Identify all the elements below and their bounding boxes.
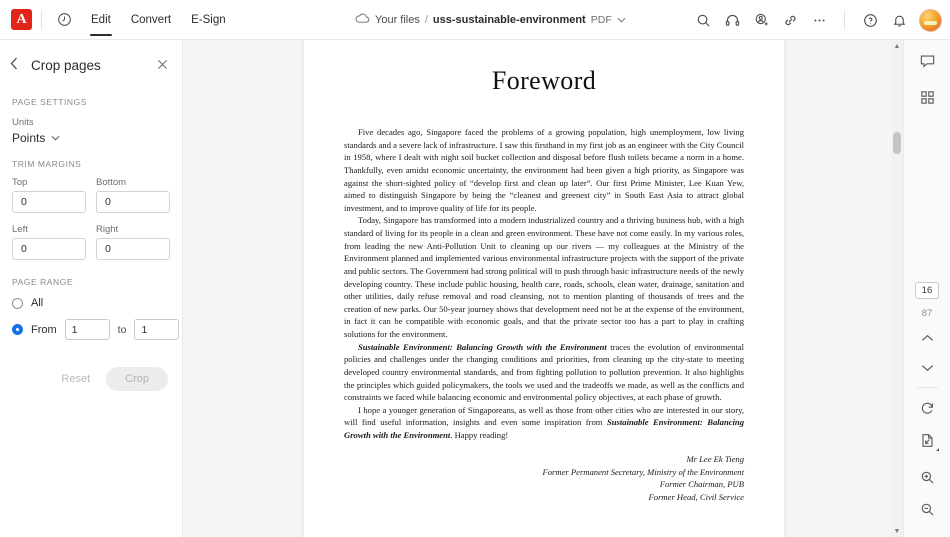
rail-divider	[917, 387, 938, 388]
page-thumbnails-icon[interactable]	[914, 84, 940, 110]
units-select[interactable]	[0, 131, 182, 145]
radio-from[interactable]	[12, 324, 23, 335]
margin-bottom-input[interactable]	[96, 191, 170, 213]
page-settings-label: PAGE SETTINGS	[12, 97, 88, 107]
breadcrumb-extension: PDF	[590, 14, 612, 26]
paragraph-2: Today, Singapore has transformed into a modern industrialized country and a thriving business hub, with a high standard of living for its people in a clean and green environment. These have not come easily. In my various roles, from leading the new Anti-Pollution Unit to cleaning up our rivers — my colleagues at the Ministry of the Environment planned and implemented various environmental infrastructure projects with the support of the private and public sectors. The Government had strong political will to push through basic infrastructure needs of the newly developing country. These include public housing, health care, roads, schools, clean water, drainage, sanitation and other utilities, daily refuse removal and road cleansing, not to mention planting of thousands of trees and the creation of new parks. Our 50-year journey shows that development need not be at the expense of the environment, in fact it can be compatible with economic goals, and that the private sector too has a part to play in crafting solutions for the environment.	[344, 215, 744, 339]
panel-actions	[0, 367, 182, 391]
trim-margins-label: TRIM MARGINS	[12, 159, 82, 169]
help-icon[interactable]	[857, 7, 883, 33]
reset-button[interactable]: Reset	[51, 367, 100, 391]
crop-pages-panel	[0, 40, 183, 537]
fit-page-icon[interactable]	[914, 427, 940, 453]
more-options-icon[interactable]	[806, 7, 832, 33]
headphones-icon[interactable]	[719, 7, 745, 33]
signature-role-4-clipped	[344, 504, 744, 509]
breadcrumb	[355, 0, 626, 40]
paragraph-4-post: . Happy reading!	[450, 430, 509, 440]
panel-title: Crop pages	[31, 57, 101, 73]
toolbar-divider	[41, 11, 42, 29]
chevron-down-icon[interactable]	[617, 15, 626, 25]
scroll-down-arrow[interactable]: ▼	[893, 527, 901, 535]
breadcrumb-root[interactable]: Your files	[375, 14, 420, 26]
paragraph-3-book-title: Sustainable Environment: Balancing Growth with the Environment	[358, 341, 607, 352]
tab-edit[interactable]: Edit	[81, 0, 121, 40]
radio-all[interactable]	[12, 298, 23, 309]
avatar[interactable]	[919, 9, 942, 32]
pdf-page	[304, 40, 784, 537]
paragraph-4	[344, 404, 744, 442]
from-page-input[interactable]	[65, 319, 110, 340]
panel-header	[0, 47, 182, 83]
signature-role-3: Former Head, Civil Service	[648, 492, 744, 503]
previous-page-button[interactable]	[914, 325, 940, 351]
units-value: Points	[12, 131, 46, 145]
scroll-up-arrow[interactable]: ▲	[893, 42, 901, 50]
to-page-input[interactable]	[134, 319, 179, 340]
paragraph-3	[344, 341, 744, 404]
crop-button[interactable]: Crop	[106, 367, 168, 391]
margin-left-input[interactable]	[12, 238, 86, 260]
margin-right-input[interactable]	[96, 238, 170, 260]
units-label: Units	[12, 117, 34, 128]
history-icon[interactable]	[51, 7, 77, 33]
margins-row-bottom	[0, 224, 182, 260]
margin-top-label: Top	[12, 177, 28, 188]
document-viewport[interactable]	[183, 40, 903, 537]
tools-divider	[844, 11, 845, 29]
page-range-label: PAGE RANGE	[12, 277, 74, 287]
cloud-icon	[355, 13, 370, 27]
right-toolbar	[903, 40, 950, 537]
margins-row-top	[0, 177, 182, 213]
total-pages-label: 87	[921, 308, 933, 319]
margin-right-label: Right	[96, 224, 119, 235]
from-label: From	[31, 323, 57, 336]
zoom-in-icon[interactable]	[914, 464, 940, 490]
rotate-icon[interactable]	[914, 395, 940, 421]
paragraph-4-pre: I hope a younger generation of Singaporeans, as well as those from other cities who are interested in our story, will find useful information, insights and even some inspiration from	[344, 404, 744, 428]
menu-tabs	[81, 0, 236, 40]
to-label: to	[117, 323, 127, 336]
tab-esign[interactable]: E-Sign	[191, 13, 226, 26]
link-icon[interactable]	[777, 7, 803, 33]
top-toolbar	[0, 0, 950, 40]
paragraph-3-text: traces the evolution of environmental policies and challenges under the changing conditions and priorities, from cleaning up the city-state to meeting developed country environmental standards, and from fighting pollution to pollution prevention. It also highlights the principles which guided policymakers, the tools we used and the tradeoffs we made, as well as the conflicts and constraints we faced while balancing economic and environmental policy objectives, at each phase of growth.	[344, 341, 744, 403]
chevron-down-icon	[51, 133, 60, 143]
signature-role-1: Former Permanent Secretary, Ministry of the Environment	[542, 466, 744, 477]
acrobat-logo[interactable]: A	[11, 9, 32, 30]
next-page-button[interactable]	[914, 354, 940, 380]
zoom-out-icon[interactable]	[914, 496, 940, 522]
current-page-input[interactable]: 16	[915, 282, 939, 299]
paragraph-4-book-title: Sustainable Environment: Balancing Growth with the Environment	[344, 417, 744, 440]
signature-name: Mr Lee Ek Tieng	[686, 453, 744, 464]
page-navigation	[904, 282, 950, 380]
margin-left-label: Left	[12, 224, 28, 235]
top-right-tools	[690, 0, 942, 40]
signature-role-2: Former Chairman, PUB	[659, 479, 744, 490]
document-title: Foreword	[491, 66, 597, 95]
signature-block	[344, 453, 744, 510]
close-icon[interactable]	[153, 56, 172, 75]
margin-top-input[interactable]	[12, 191, 86, 213]
margin-bottom-label: Bottom	[96, 177, 127, 188]
scrollbar-thumb[interactable]	[893, 132, 901, 154]
comment-icon[interactable]	[914, 48, 940, 74]
fit-page-expand-arrow	[936, 448, 939, 451]
back-chevron-icon[interactable]	[10, 57, 26, 73]
notifications-icon[interactable]	[886, 7, 912, 33]
paragraph-1: Five decades ago, Singapore faced the problems of a growing population, high unemployment, low living standards and a severe lack of infrastructure. I saw this firsthand in my first job as an engineer with the City Council in 1958, where I dealt with night soil bucket collection and disposal before flush toilets became a norm in a home. Thankfully, even amidst economic uncertainty, the environment had been given a high priority, as Singapore was against the short-sighted policy of “develop first and clean up later”. Our first Prime Minister, Lee Kuan Yew, aimed to distinguish Singapore by being the “cleanest and greenest city” in South East Asia to attract global investment, and to improve quality of life for its people.	[344, 127, 744, 213]
page-range-from-option[interactable]	[0, 319, 182, 340]
breadcrumb-filename[interactable]: uss-sustainable-environment	[432, 14, 586, 26]
search-icon[interactable]	[690, 7, 716, 33]
page-range-all-option[interactable]	[0, 297, 182, 309]
tab-convert[interactable]: Convert	[130, 13, 172, 26]
breadcrumb-separator: /	[424, 14, 428, 26]
radio-all-label: All	[31, 297, 44, 309]
document-scrollbar[interactable]	[891, 40, 903, 537]
add-person-icon[interactable]	[748, 7, 774, 33]
